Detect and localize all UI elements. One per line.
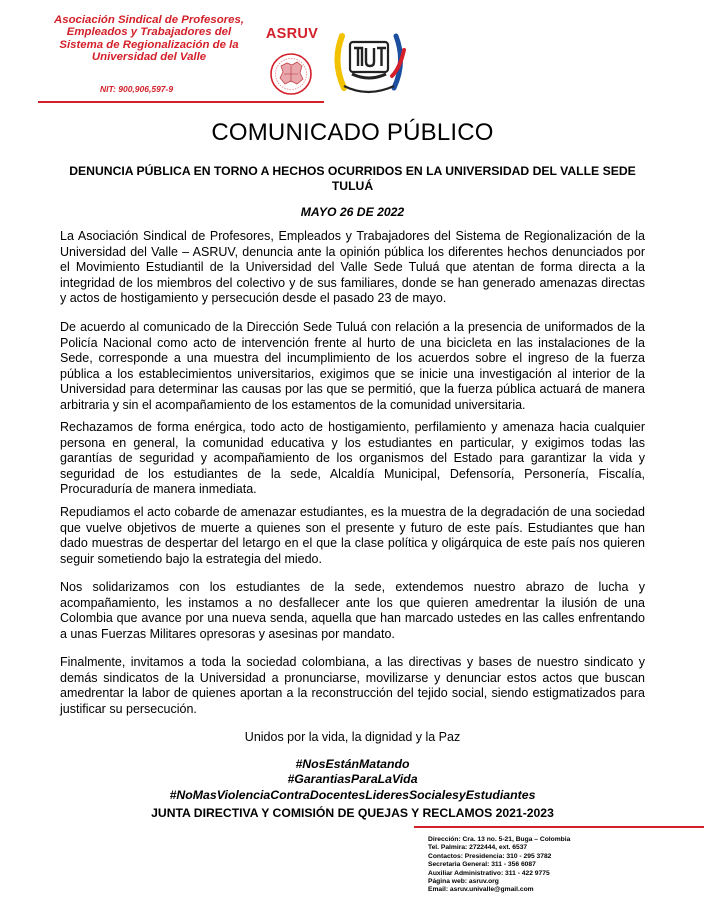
org-name-line: Asociación Sindical de Profesores, bbox=[54, 14, 244, 26]
body-paragraph: Rechazamos de forma enérgica, todo acto de hostigamiento, perfilamiento y amenaza hacia cualquier persona en general, la comunidad educativa y los estudiantes en particular, y exigimos todas las garantías de seguridad y acompañamiento de los organismos del Estado para garantizar la vida y seguridad de los estudiantes de la sede, Alcaldía Municipal, Defensoría, Personería, Fiscalía, Procuraduría de manera inmediata. bbox=[60, 420, 645, 497]
organization-name bbox=[38, 14, 260, 64]
document-date: MAYO 26 DE 2022 bbox=[300, 205, 405, 219]
org-name-line: Universidad del Valle bbox=[91, 51, 207, 64]
contact-phone: Tel. Palmira: 2722444, ext. 6537 bbox=[428, 844, 528, 852]
body-paragraph: De acuerdo al comunicado de la Dirección Sede Tuluá con relación a la presencia de uniformados de la Policía Nacional como acto de intervención frente al hurto de una bicicleta en las instalaciones de la Sede, corresponde a una muestra del incumplimiento de los acuerdos sobre el ingreso de la fuerza pública a los establecimientos universitarios, exigimos que se inicie una investigación al interior de la Universidad para determinar las causas por las que se permitió, que la fuerza pública actuará de manera arbitraria y sin el acompañamiento de los estamentos de la comunidad universitaria. bbox=[60, 320, 645, 412]
contact-website: Página web: asruv.org bbox=[428, 878, 499, 886]
contact-address: Dirección: Cra. 13 no. 5-21, Buga – Colombia bbox=[428, 836, 571, 843]
asruv-logo bbox=[257, 26, 327, 98]
contact-assistant: Auxiliar Administrativo: 311 - 422 9775 bbox=[428, 869, 550, 877]
signature-board: JUNTA DIRECTIVA Y COMISIÓN DE QUEJAS Y RECLAMOS 2021-2023 bbox=[151, 806, 554, 820]
body-paragraph: Repudiamos el acto cobarde de amenazar estudiantes, es la muestra de la degradación de una sociedad que vuelve objetivos de muerte a quienes son el presente y futuro de este país. Estudiantes que han dado muestras de despertar del letargo en el que la clase política y oligárquica de este país nos quieren seguir sometiendo bajo la estrategia del miedo. bbox=[60, 505, 645, 566]
footer-divider bbox=[414, 826, 704, 828]
hashtag-block bbox=[0, 757, 705, 803]
contact-info bbox=[428, 836, 570, 895]
header-divider bbox=[38, 101, 324, 103]
hashtag: #NoMasViolenciaContraDocentesLideresSocialesyEstudiantes bbox=[169, 787, 536, 802]
hashtag: #NosEstánMatando bbox=[295, 757, 410, 771]
org-name-line: Sistema de Regionalización de la bbox=[59, 38, 239, 51]
closing-line: Unidos por la vida, la dignidad y la Paz bbox=[244, 730, 461, 744]
cut-union-logo bbox=[330, 28, 408, 100]
body-paragraph: La Asociación Sindical de Profesores, Empleados y Trabajadores del Sistema de Regionalización de la Universidad del Valle – ASRUV, denuncia ante la opinión pública los diferentes hechos denunciados por el Movimiento Estudiantil de la Universidad del Valle Sede Tuluá que atentan de forma directa a la integridad de los miembros del colectivo y de sus familiares, donde se han generado amenazas directas y actos de hostigamiento y persecución desde el pasado 23 de mayo. bbox=[60, 229, 645, 306]
nit-number: NIT: 900,906,597-9 bbox=[100, 84, 174, 94]
body-paragraph: Nos solidarizamos con los estudiantes de la sede, extendemos nuestro abrazo de lucha y acompañamiento, les instamos a no desfallecer ante los que quieren amedrentar la ilusión de una Colombia que avance por una nueva senda, aquella que han marcado ustedes en las calles enfrentando a unas Fuerzas Militares opresoras y asesinas por mandato. bbox=[60, 580, 645, 641]
body-paragraph: Finalmente, invitamos a toda la sociedad colombiana, a las directivas y bases de nuestro sindicato y demás sindicatos de la Universidad a pronunciarse, movilizarse y denunciar estos actos que buscan amedrentar la labor de quienes aportan a la reconstrucción del tejido social, siendo estigmatizados para justificar su persecución. bbox=[60, 655, 645, 716]
document-subtitle: DENUNCIA PÚBLICA EN TORNO A HECHOS OCURRIDOS EN LA UNIVERSIDAD DEL VALLE SEDE TULUÁ bbox=[69, 164, 636, 193]
contact-presidency: Contactos: Presidencia: 310 - 295 3782 bbox=[428, 852, 552, 860]
asruv-logo-text: ASRUV bbox=[265, 26, 319, 42]
hashtag: #GarantiasParaLaVida bbox=[287, 772, 418, 787]
contact-email: Email: asruv.univalle@gmail.com bbox=[428, 886, 534, 894]
cut-handshake-icon bbox=[330, 28, 408, 100]
org-name-line: Empleados y Trabajadores del bbox=[66, 26, 232, 39]
document-title: COMUNICADO PÚBLICO bbox=[211, 119, 494, 146]
contact-secretary: Secretaria General: 311 - 356 6087 bbox=[428, 861, 536, 869]
